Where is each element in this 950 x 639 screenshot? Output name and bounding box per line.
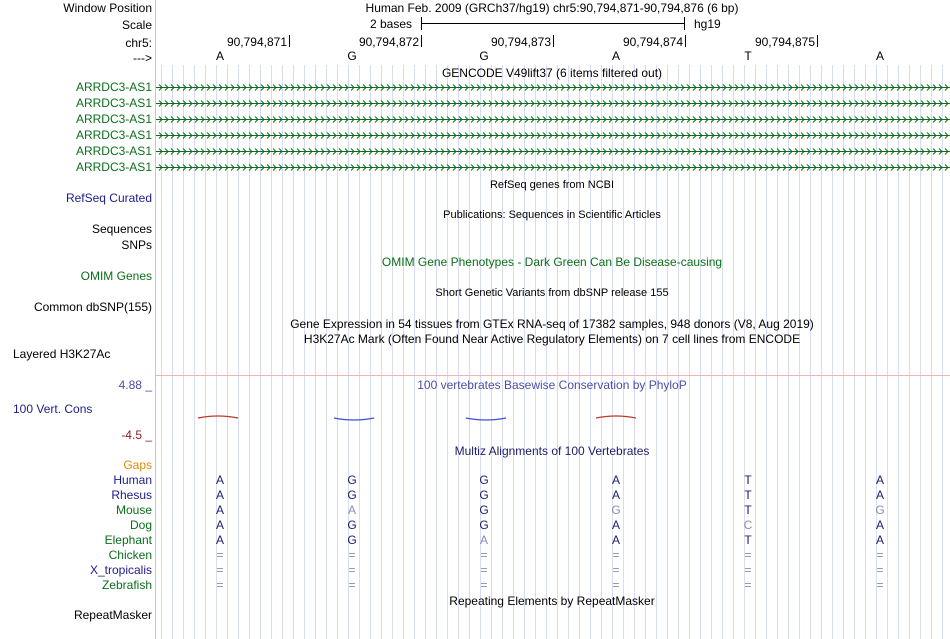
- alignment-base: A: [611, 488, 621, 502]
- species-label-dog: Dog: [129, 518, 152, 532]
- species-label-elephant: Elephant: [104, 533, 152, 547]
- alignment-base: G: [479, 473, 489, 487]
- gtex-track-title: Gene Expression in 54 tissues from GTEx RNA-seq of 17382 samples, 948 donors (V8, Aug 2019): [290, 317, 814, 331]
- sequences-track-label[interactable]: Sequences: [91, 222, 152, 236]
- scale-label: Scale: [121, 18, 152, 32]
- alignment-base: A: [611, 473, 621, 487]
- alignment-base: =: [876, 578, 884, 592]
- alignment-base: G: [347, 473, 357, 487]
- repeatmasker-track-title: Repeating Elements by RepeatMasker: [449, 594, 655, 608]
- dbsnp-track-label[interactable]: Common dbSNP(155): [33, 300, 152, 314]
- species-label-mouse: Mouse: [115, 503, 152, 517]
- alignment-base: G: [347, 533, 357, 547]
- conservation-bar: [198, 416, 238, 418]
- reference-base: G: [347, 49, 357, 63]
- reference-base: G: [479, 49, 489, 63]
- refseq-track-title: RefSeq genes from NCBI: [489, 179, 615, 191]
- alignment-base: A: [875, 488, 885, 502]
- window-position-value: Human Feb. 2009 (GRCh37/hg19) chr5:90,794,871-90,794,876 (6 bp): [365, 1, 739, 15]
- alignment-base: =: [480, 578, 488, 592]
- alignment-base: =: [480, 563, 488, 577]
- alignment-base: A: [215, 488, 225, 502]
- omim-track-title: OMIM Gene Phenotypes - Dark Green Can Be Disease-causing: [381, 255, 723, 269]
- h3k27ac-track-label[interactable]: Layered H3K27Ac: [13, 347, 111, 361]
- alignment-base: T: [744, 488, 752, 502]
- scale-size-text: 2 bases: [370, 17, 413, 31]
- coordinate-label: 90,794,872: [358, 35, 419, 49]
- conservation-bar: [334, 418, 374, 420]
- alignment-base: =: [348, 548, 356, 562]
- cons-max-label: 4.88 _: [118, 378, 152, 392]
- species-label-human: Human: [113, 473, 152, 487]
- cons-track-label[interactable]: 100 Vert. Cons: [13, 402, 93, 416]
- alignment-base: =: [480, 548, 488, 562]
- reference-base: T: [744, 49, 752, 63]
- alignment-base: A: [479, 533, 489, 547]
- alignment-base: A: [875, 533, 885, 547]
- coordinate-label: 90,794,874: [622, 35, 683, 49]
- alignment-base: A: [215, 473, 225, 487]
- alignment-base: =: [744, 548, 752, 562]
- alignment-base: =: [216, 578, 224, 592]
- alignment-base: A: [215, 518, 225, 532]
- species-label-rhesus: Rhesus: [111, 488, 152, 502]
- cons-min-label: -4.5 _: [121, 428, 152, 442]
- snps-track-label[interactable]: SNPs: [121, 238, 152, 252]
- coordinate-label: 90,794,873: [490, 35, 551, 49]
- alignment-base: T: [744, 503, 752, 517]
- window-position-label: Window Position: [63, 1, 152, 15]
- alignment-base: G: [611, 503, 621, 517]
- alignment-base: T: [744, 473, 752, 487]
- repeatmasker-track-label[interactable]: RepeatMasker: [73, 608, 152, 622]
- alignment-base: T: [744, 533, 752, 547]
- alignment-base: G: [479, 503, 489, 517]
- reference-base: A: [875, 49, 885, 63]
- gencode-item-label[interactable]: ARRDC3-AS1: [75, 128, 152, 142]
- reference-base: A: [611, 49, 621, 63]
- gencode-track-title: GENCODE V49lift37 (6 items filtered out): [441, 66, 663, 80]
- alignment-base: =: [876, 563, 884, 577]
- track-label-column: [0, 0, 155, 639]
- alignment-base: A: [215, 503, 225, 517]
- alignment-base: =: [612, 563, 620, 577]
- gencode-item-label[interactable]: ARRDC3-AS1: [75, 144, 152, 158]
- alignment-base: =: [216, 563, 224, 577]
- alignment-base: A: [215, 533, 225, 547]
- alignment-base: A: [875, 473, 885, 487]
- chrom-label: chr5:: [125, 36, 152, 50]
- strand-label: --->: [133, 51, 152, 65]
- gencode-item-label[interactable]: ARRDC3-AS1: [75, 112, 152, 126]
- alignment-base: =: [348, 578, 356, 592]
- alignment-base: G: [479, 518, 489, 532]
- multiz-track-title: Multiz Alignments of 100 Vertebrates: [454, 444, 650, 458]
- alignment-base: G: [875, 503, 885, 517]
- alignment-base: =: [612, 578, 620, 592]
- gencode-item-label[interactable]: ARRDC3-AS1: [75, 80, 152, 94]
- alignment-base: A: [611, 533, 621, 547]
- alignment-base: G: [347, 518, 357, 532]
- h3k27ac-track-title: H3K27Ac Mark (Often Found Near Active Regulatory Elements) on 7 cell lines from ENCODE: [303, 332, 801, 346]
- gaps-label: Gaps: [123, 458, 152, 472]
- alignment-base: =: [612, 548, 620, 562]
- alignment-base: C: [743, 518, 753, 532]
- alignment-base: G: [347, 488, 357, 502]
- species-label-xtropicalis: X_tropicalis: [89, 563, 152, 577]
- alignment-base: =: [216, 548, 224, 562]
- alignment-base: =: [876, 548, 884, 562]
- alignment-base: G: [479, 488, 489, 502]
- alignment-base: A: [347, 503, 357, 517]
- conservation-bar: [466, 418, 506, 420]
- gencode-item-label[interactable]: ARRDC3-AS1: [75, 96, 152, 110]
- omim-track-label[interactable]: OMIM Genes: [80, 269, 152, 283]
- genome-track-area[interactable]: [156, 0, 950, 639]
- scale-assembly-text: hg19: [694, 17, 721, 31]
- reference-base: A: [215, 49, 225, 63]
- alignment-base: =: [744, 563, 752, 577]
- refseq-track-label[interactable]: RefSeq Curated: [65, 191, 152, 205]
- publications-track-title: Publications: Sequences in Scientific Articles: [443, 209, 661, 221]
- species-label-chicken: Chicken: [108, 548, 152, 562]
- cons-track-title: 100 vertebrates Basewise Conservation by PhyloP: [417, 378, 687, 392]
- alignment-base: A: [611, 518, 621, 532]
- alignment-base: =: [348, 563, 356, 577]
- species-label-zebrafish: Zebrafish: [101, 578, 152, 592]
- coordinate-label: 90,794,875: [754, 35, 815, 49]
- gencode-item-label[interactable]: ARRDC3-AS1: [75, 160, 152, 174]
- alignment-base: A: [875, 518, 885, 532]
- coordinate-label: 90,794,871: [226, 35, 287, 49]
- dbsnp-track-title: Short Genetic Variants from dbSNP release 155: [435, 287, 669, 299]
- alignment-base: =: [744, 578, 752, 592]
